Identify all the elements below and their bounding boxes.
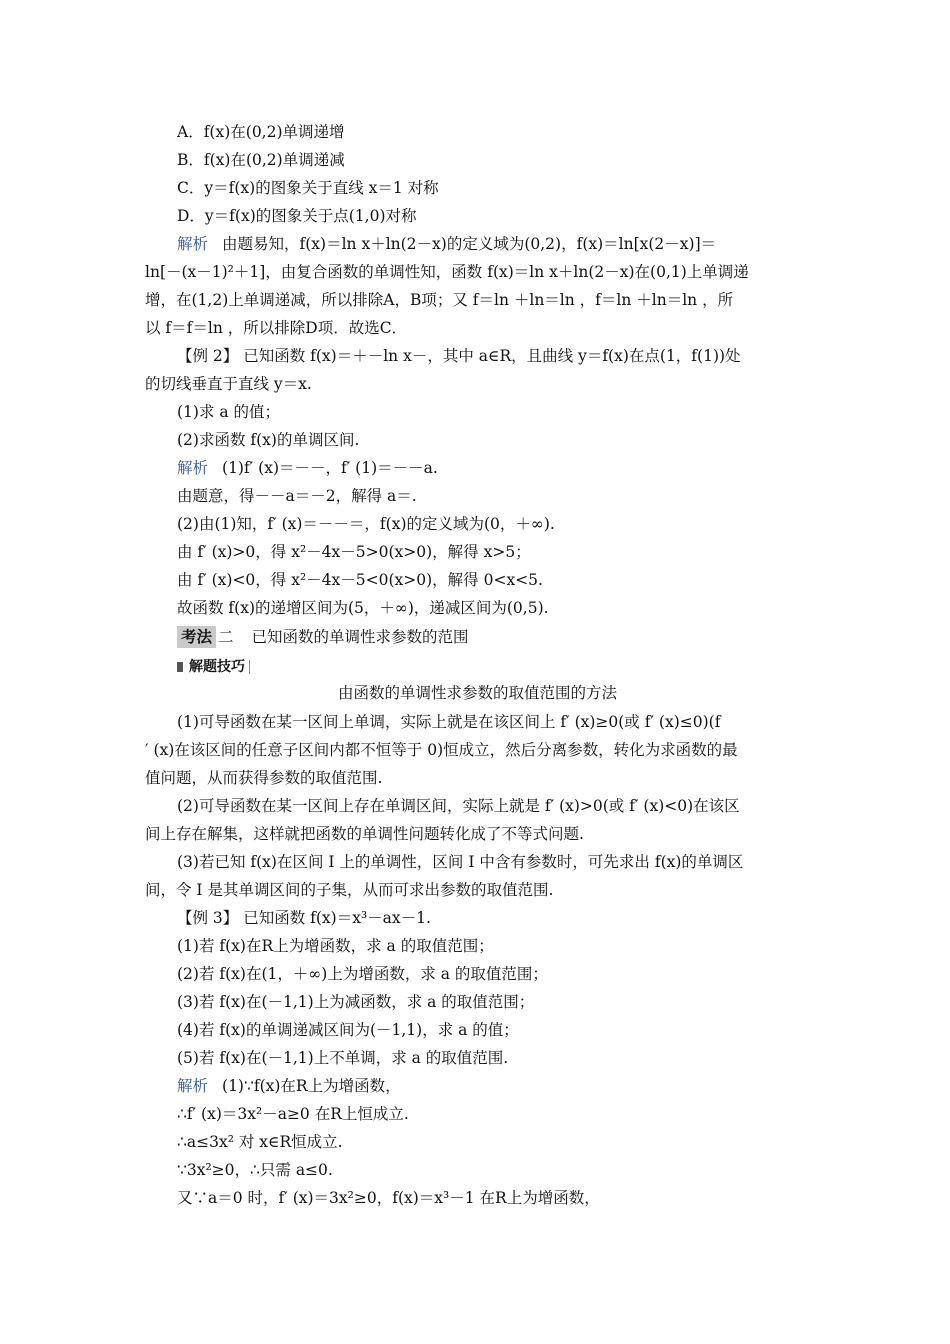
method-p2-line1: (2)可导函数在某一区间上存在单调区间，实际上就是 f′ (x)>0(或 f′ (x)<0)在该区: [177, 797, 740, 815]
solution1-line1: [177, 232, 810, 256]
solution-label: 解析: [177, 1077, 209, 1095]
example3-s1: (1)∵f(x)在R上为增函数，: [222, 1077, 401, 1095]
solution1-text: 由题易知，f(x)＝ln x＋ln(2－x)的定义域为(0,2)，f(x)＝ln[x(2－x)]＝: [222, 235, 717, 253]
method-title: 由函数的单调性求参数的取值范围的方法: [337, 684, 617, 702]
kaofa-heading: [177, 625, 810, 649]
example3-solution-line1: [177, 1074, 810, 1098]
solution1-line2: ln[－(x－1)²＋1]，由复合函数的单调性知，函数 f(x)＝ln x＋ln(2－x)在(0,1)上单调递: [145, 263, 749, 281]
example3-s5: 又∵a＝0 时，f′ (x)＝3x²≥0，f(x)＝x³－1 在R上为增函数，: [177, 1189, 600, 1207]
option-c: C．y＝f(x)的图象关于直线 x＝1 对称: [177, 179, 439, 197]
example3-q5: (5)若 f(x)在(－1,1)上不单调，求 a 的取值范围.: [177, 1049, 509, 1067]
example3-s4: ∵3x²≥0，∴只需 a≤0.: [177, 1161, 333, 1179]
method-p1-line1: (1)可导函数在某一区间上单调，实际上就是在该区间上 f′ (x)≥0(或 f′ (x)≤0)(f: [177, 713, 721, 731]
example3-s3: ∴a≤3x² 对 x∈R恒成立.: [177, 1133, 343, 1151]
jieti-label: 解题技巧: [189, 659, 245, 675]
section-marker-icon: [177, 662, 183, 672]
solution1-line3: 增，在(1,2)上单调递减，所以排除A，B项；又 f＝ln ＋ln＝ln ，f＝ln ＋ln＝ln ，所: [145, 291, 734, 309]
example2-s5: 由 f′ (x)<0，得 x²－4x－5<0(x>0)，解得 0<x<5.: [177, 571, 543, 589]
example3-q3: (3)若 f(x)在(－1,1)上为减函数，求 a 的取值范围；: [177, 993, 535, 1011]
solution-label: 解析: [177, 235, 209, 253]
option-a: A．f(x)在(0,2)单调递增: [177, 123, 345, 141]
example3-q2: (2)若 f(x)在(1，＋∞)上为增函数，求 a 的取值范围；: [177, 965, 548, 983]
method-p1-line3: 值问题，从而获得参数的取值范围.: [145, 769, 383, 787]
method-p1-line2: ′ (x)在该区间的任意子区间内都不恒等于 0)恒成立，然后分离参数，转化为求函数的最: [145, 741, 738, 759]
solution1-line4: 以 f＝f＝ln ，所以排除D项．故选C．: [145, 319, 408, 337]
kaofa-title: 已知函数的单调性求参数的范围: [251, 628, 469, 646]
method-p3-line2: 间，令 I 是其单调区间的子集，从而可求出参数的取值范围.: [145, 881, 554, 899]
example3-line1: 【例 3】 已知函数 f(x)＝x³－ax－1.: [177, 909, 431, 927]
option-d: D．y＝f(x)的图象关于点(1,0)对称: [177, 207, 417, 225]
example2-solution-line1: [177, 456, 810, 480]
divider: [249, 660, 250, 674]
example2-s2: 由题意，得－－a＝－2，解得 a＝.: [177, 487, 417, 505]
example3-q1: (1)若 f(x)在R上为增函数，求 a 的取值范围；: [177, 937, 494, 955]
example2-q2: (2)求函数 f(x)的单调区间.: [177, 431, 360, 449]
solution-label: 解析: [177, 459, 209, 477]
kaofa-badge: 考法: [177, 626, 216, 648]
example2-q1: (1)求 a 的值；: [177, 403, 281, 421]
example2-s3: (2)由(1)知，f′ (x)＝－－＝，f(x)的定义域为(0，＋∞).: [177, 515, 555, 533]
method-p2-line2: 间上存在解集，这样就把函数的单调性问题转化成了不等式问题.: [145, 825, 584, 843]
example2-s4: 由 f′ (x)>0，得 x²－4x－5>0(x>0)，解得 x>5；: [177, 543, 531, 561]
example3-s2: ∴f′ (x)＝3x²－a≥0 在R上恒成立.: [177, 1105, 409, 1123]
example2-s6: 故函数 f(x)的递增区间为(5，＋∞)，递减区间为(0,5).: [177, 599, 549, 617]
jieti-heading: [177, 654, 810, 678]
option-b: B．f(x)在(0,2)单调递减: [177, 151, 345, 169]
method-p3-line1: (3)若已知 f(x)在区间 I 上的单调性，区间 I 中含有参数时，可先求出 f(x)的单调区: [177, 853, 744, 871]
example2-s1: (1)f′ (x)＝－－，f′ (1)＝－－a.: [222, 459, 438, 477]
example3-q4: (4)若 f(x)的单调递减区间为(－1,1)，求 a 的值；: [177, 1021, 519, 1039]
example2-line1: 【例 2】 已知函数 f(x)＝＋－ln x－，其中 a∈R，且曲线 y＝f(x)在点(1，f(1))处: [177, 347, 741, 365]
kaofa-number: 二: [218, 628, 234, 646]
example2-line2: 的切线垂直于直线 y＝x.: [145, 375, 312, 393]
